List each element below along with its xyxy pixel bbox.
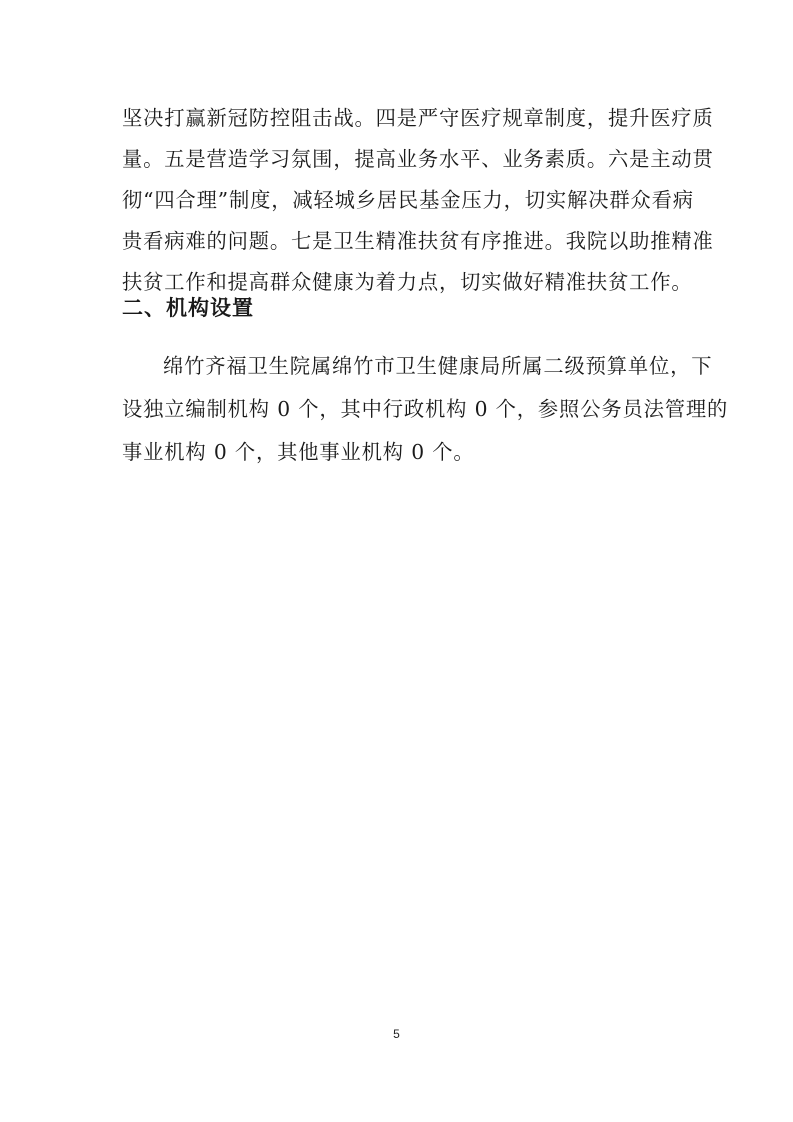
text-line: 绵竹齐福卫生院属绵竹市卫生健康局所属二级预算单位，下 — [163, 354, 713, 378]
text-line: 坚决打赢新冠防控阻击战。四是严守医疗规章制度，提升医疗质 — [122, 106, 714, 130]
text-line: 彻“四合理”制度，减轻城乡居民基金压力，切实解决群众看病 — [122, 188, 694, 212]
page-number: 5 — [393, 1027, 400, 1041]
text-line: 事业机构 0 个，其他事业机构 0 个。 — [122, 440, 475, 464]
text-line: 量。五是营造学习氛围，提高业务水平、业务素质。六是主动贯 — [122, 147, 714, 171]
text-line: 贵看病难的问题。七是卫生精准扶贫有序推进。我院以助推精准 — [122, 229, 714, 253]
section-heading: 二、机构设置 — [122, 296, 254, 320]
text-line: 设独立编制机构 0 个，其中行政机构 0 个，参照公务员法管理的 — [122, 397, 729, 421]
text-line: 扶贫工作和提高群众健康为着力点，切实做好精准扶贫工作。 — [122, 270, 693, 294]
